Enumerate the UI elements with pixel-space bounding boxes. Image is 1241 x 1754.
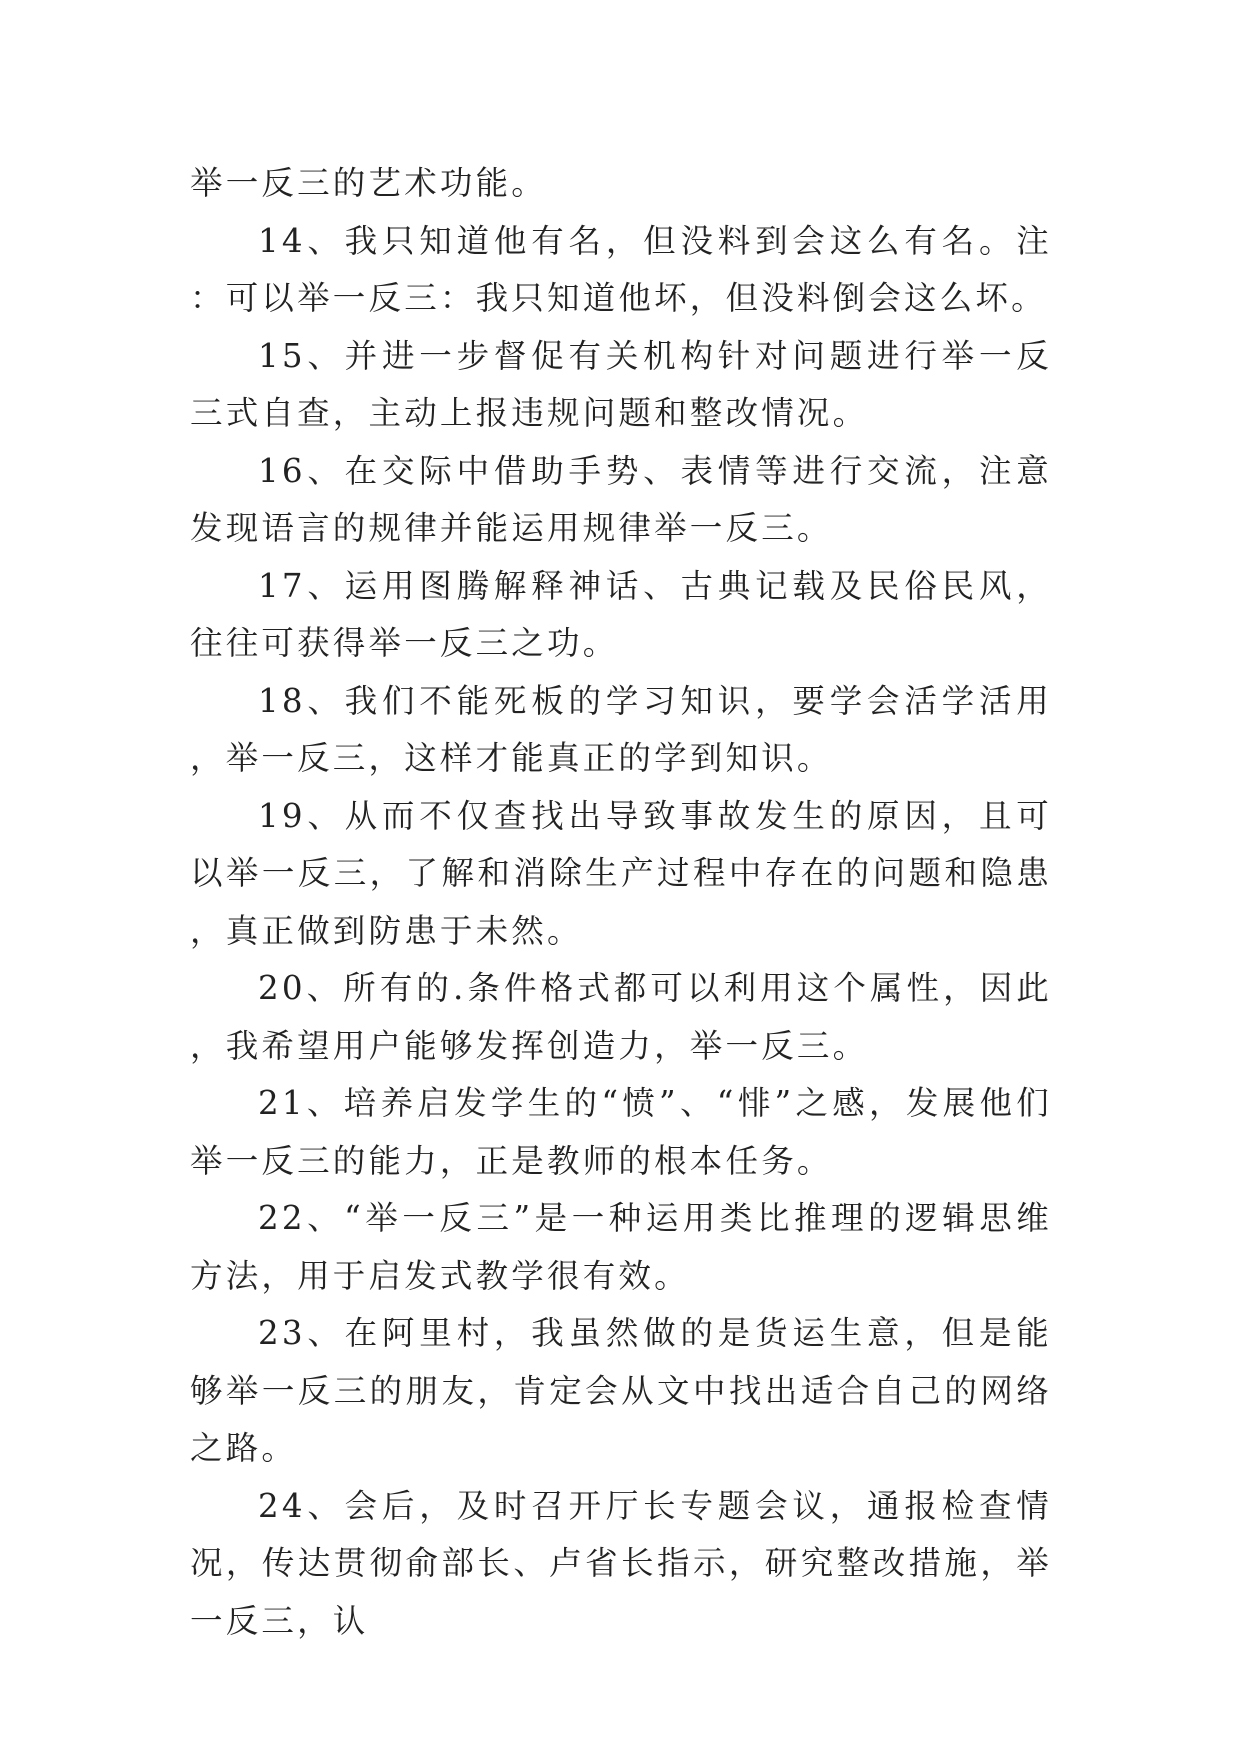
document-body: [190, 155, 1052, 1650]
paragraph-item-19: 19、从而不仅查找出导致事故发生的原因，且可以举一反三，了解和消除生产过程中存在的问题和隐患，真正做到防患于未然。: [190, 796, 1052, 950]
paragraph-item-21: 21、培养启发学生的“愤”、“悱”之感，发展他们举一反三的能力，正是教师的根本任务。: [190, 1084, 1052, 1180]
paragraph-item-22: 22、“举一反三”是一种运用类比推理的逻辑思维方法，用于启发式教学很有效。: [190, 1199, 1052, 1295]
paragraph-item-17: 17、运用图腾解释神话、古典记载及民俗民风，往往可获得举一反三之功。: [190, 566, 1052, 662]
paragraph-item-24: 24、会后，及时召开厅长专题会议，通报检查情况，传达贯彻俞部长、卢省长指示，研究整改措施，举一反三，认: [190, 1486, 1052, 1640]
paragraph-item-14: 14、我只知道他有名，但没料到会这么有名。注：可以举一反三：我只知道他坏，但没料倒会这么坏。: [190, 221, 1052, 317]
paragraph-continuation: 举一反三的艺术功能。: [190, 164, 548, 202]
paragraph-item-23: 23、在阿里村，我虽然做的是货运生意，但是能够举一反三的朋友，肯定会从文中找出适合自己的网络之路。: [190, 1314, 1052, 1467]
paragraph-item-15: 15、并进一步督促有关机构针对问题进行举一反三式自查，主动上报违规问题和整改情况。: [190, 336, 1052, 432]
paragraph-item-20: 20、所有的.条件格式都可以利用这个属性，因此，我希望用户能够发挥创造力，举一反三。: [190, 969, 1052, 1065]
paragraph-item-16: 16、在交际中借助手势、表情等进行交流，注意发现语言的规律并能运用规律举一反三。: [190, 451, 1052, 547]
paragraph-item-18: 18、我们不能死板的学习知识，要学会活学活用，举一反三，这样才能真正的学到知识。: [190, 681, 1052, 777]
